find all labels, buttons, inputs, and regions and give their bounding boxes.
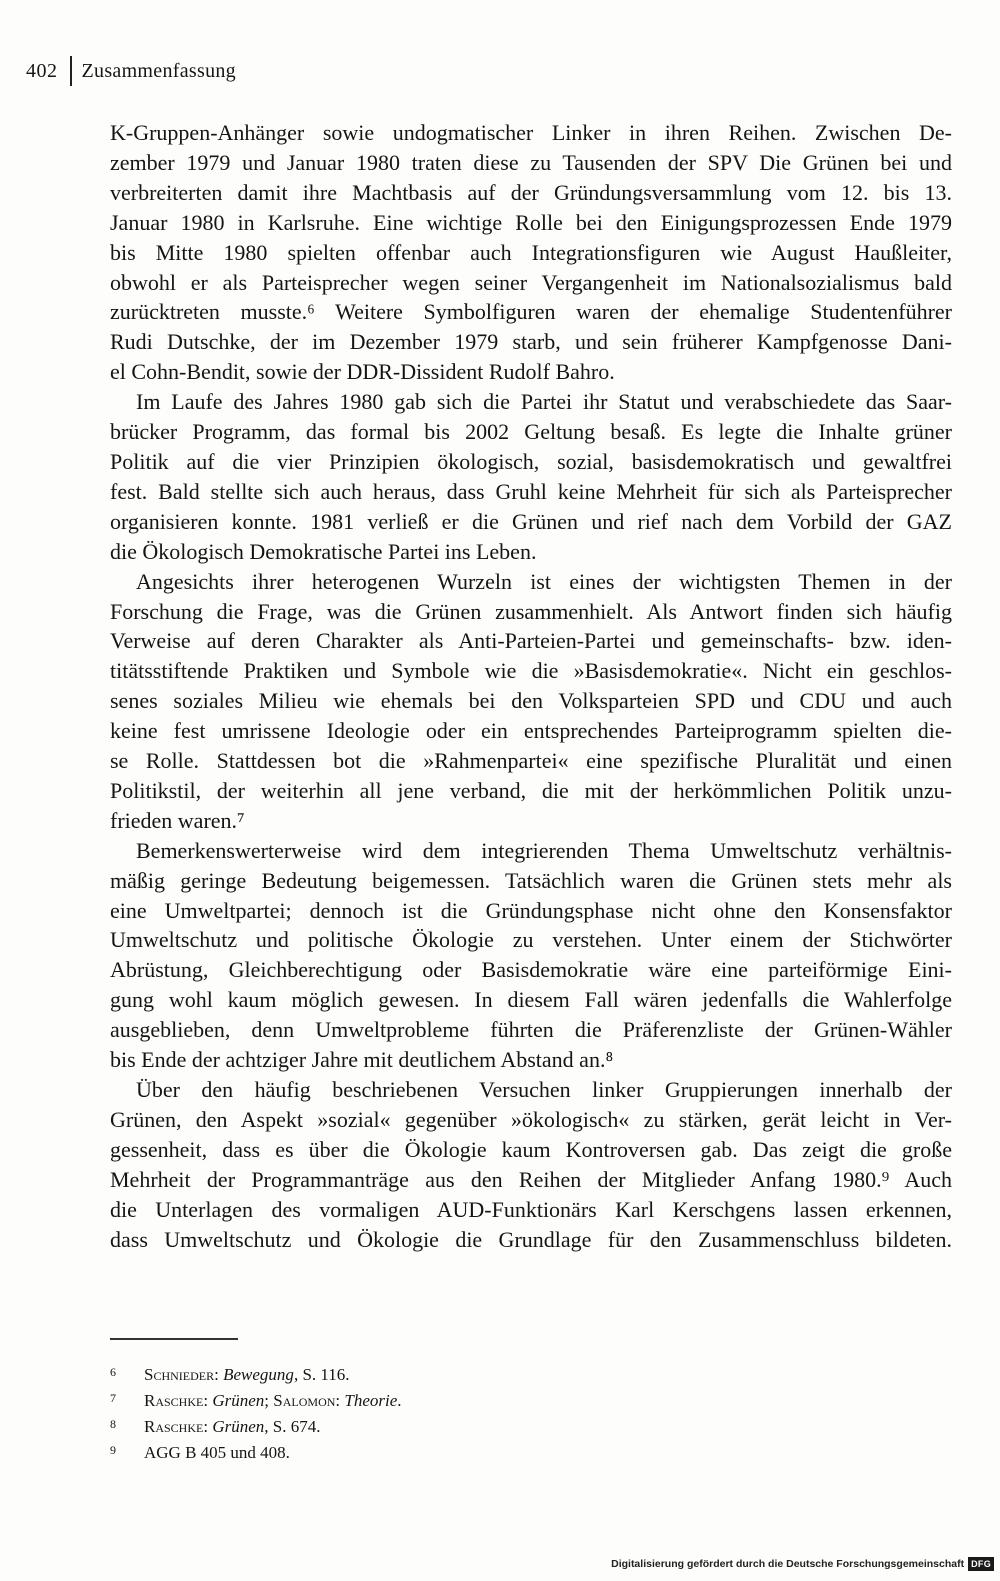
text-line: Grünen, den Aspekt »sozial« gegenüber »ökologisch« zu stärken, gerät leicht in Ver- (110, 1106, 952, 1132)
text-line: mäßig geringe Bedeutung beigemessen. Tatsächlich waren die Grünen stets mehr als (110, 867, 952, 893)
footnotes (110, 1362, 810, 1466)
text-line: bis Ende der achtziger Jahre mit deutlichem Abstand an.⁸ (110, 1047, 614, 1073)
text-line: Über den häufig beschriebenen Versuchen linker Gruppierungen innerhalb der (136, 1077, 952, 1102)
text-line: organisieren konnte. 1981 verließ er die Grünen und rief nach dem Vorbild der GAZ (110, 508, 952, 534)
footnote-text: AGG B 405 und 408. (144, 1443, 290, 1462)
text-line: K-Gruppen-Anhänger sowie undogmatischer Linker in ihren Reihen. Zwischen De- (110, 120, 952, 145)
page-number: 402 (26, 59, 58, 82)
running-title: Zusammenfassung (81, 59, 236, 82)
credit-text: Digitalisierung gefördert durch die Deutsche Forschungsgemeinschaft (611, 1558, 965, 1570)
text-line: Forschung die Frage, was die Grünen zusammenhielt. Als Antwort finden sich häufig (110, 598, 952, 624)
text-line: Umweltschutz und politische Ökologie zu verstehen. Unter einem der Stichwörter (110, 927, 952, 953)
text-line: Im Laufe des Jahres 1980 gab sich die Partei ihr Statut und verabschiedete das Saar- (136, 389, 952, 415)
text-line: Verweise auf deren Charakter als Anti-Parteien-Partei und gemeinschafts- bzw. iden- (110, 628, 952, 654)
text-line: Politikstil, der weiterhin all jene verband, die mit der herkömmlichen Politik unzu- (110, 777, 952, 803)
body-text (110, 118, 952, 1254)
text-line: ausgeblieben, denn Umweltprobleme führten die Präferenzliste der Grünen-Wähler (110, 1017, 952, 1043)
text-line: dass Umweltschutz und Ökologie die Grundlage für den Zusammenschluss bildeten. (110, 1226, 952, 1252)
text-line: Rudi Dutschke, der im Dezember 1979 starb, und sein früherer Kampfgenosse Dani- (110, 329, 952, 355)
text-line: bis Mitte 1980 spielten offenbar auch Integrationsfiguren wie August Haußleiter, (110, 239, 952, 265)
dfg-logo: DFG (968, 1557, 994, 1571)
paragraph (110, 118, 952, 387)
footnote (110, 1388, 810, 1414)
footnote-rule (110, 1338, 238, 1340)
footnote-number: 8 (110, 1417, 116, 1431)
text-line: eine Umweltpartei; dennoch ist die Gründungsphase nicht ohne den Konsensfaktor (110, 897, 952, 923)
text-line: Abrüstung, Gleichberechtigung oder Basisdemokratie wäre eine parteiförmige Eini- (110, 957, 952, 983)
text-line: senes soziales Milieu wie ehemals bei den Volksparteien SPD und CDU und auch (110, 688, 952, 714)
text-line: keine fest umrissene Ideologie oder ein entsprechendes Parteiprogramm spielten die- (110, 718, 952, 744)
footnote-text: Raschke: Grünen, S. 674. (144, 1417, 321, 1436)
footnote-number: 9 (110, 1443, 116, 1457)
text-line: Mehrheit der Programmanträge aus den Reihen der Mitglieder Anfang 1980.⁹ Auch (110, 1166, 952, 1192)
footnote-text: Raschke: Grünen; Salomon: Theorie. (144, 1391, 402, 1410)
text-line: Politik auf die vier Prinzipien ökologisch, sozial, basisdemokratisch und gewaltfrei (110, 448, 952, 474)
footnote (110, 1440, 810, 1466)
text-line: verbreiterten damit ihre Machtbasis auf der Gründungsversammlung vom 12. bis 13. (110, 179, 952, 205)
header-divider (70, 56, 72, 86)
text-line: Bemerkenswerterweise wird dem integrierenden Thema Umweltschutz verhältnis- (136, 837, 952, 863)
paragraph (110, 836, 952, 1075)
footnote-number: 7 (110, 1391, 116, 1405)
paragraph (110, 1075, 952, 1254)
text-line: obwohl er als Parteisprecher wegen seiner Vergangenheit im Nationalsozialismus bald (110, 269, 952, 295)
running-head (26, 56, 236, 86)
text-line: brücker Programm, das formal bis 2002 Geltung besaß. Es legte die Inhalte grüner (110, 419, 952, 445)
text-line: frieden waren.⁷ (110, 807, 245, 833)
paragraph (110, 387, 952, 566)
text-line: die Unterlagen des vormaligen AUD-Funktionärs Karl Kerschgens lassen erkennen, (110, 1196, 952, 1222)
footnote (110, 1362, 810, 1388)
text-line: Januar 1980 in Karlsruhe. Eine wichtige Rolle bei den Einigungsprozessen Ende 1979 (110, 209, 952, 235)
footnote (110, 1414, 810, 1440)
text-line: gung wohl kaum möglich gewesen. In diesem Fall wären jedenfalls die Wahlerfolge (110, 987, 952, 1013)
text-line: gessenheit, dass es über die Ökologie kaum Kontroversen gab. Das zeigt die große (110, 1136, 952, 1162)
text-line: zurücktreten musste.⁶ Weitere Symbolfiguren waren der ehemalige Studentenführer (110, 299, 952, 325)
paragraph (110, 567, 952, 836)
digitization-credit (611, 1557, 994, 1571)
text-line: Angesichts ihrer heterogenen Wurzeln ist eines der wichtigsten Themen in der (136, 568, 952, 594)
footnote-number: 6 (110, 1365, 116, 1379)
text-line: zember 1979 und Januar 1980 traten diese zu Tausenden der SPV Die Grünen bei und (110, 149, 952, 175)
text-line: die Ökologisch Demokratische Partei ins Leben. (110, 538, 537, 564)
text-line: el Cohn-Bendit, sowie der DDR-Dissident Rudolf Bahro. (110, 359, 615, 385)
text-line: titätsstiftende Praktiken und Symbole wie die »Basisdemokratie«. Nicht ein geschlos- (110, 658, 952, 684)
footnote-text: Schnieder: Bewegung, S. 116. (144, 1365, 350, 1384)
text-line: se Rolle. Stattdessen bot die »Rahmenpartei« eine spezifische Pluralität und einen (110, 748, 952, 774)
text-line: fest. Bald stellte sich auch heraus, dass Gruhl keine Mehrheit für sich als Parteisprecher (110, 478, 952, 504)
